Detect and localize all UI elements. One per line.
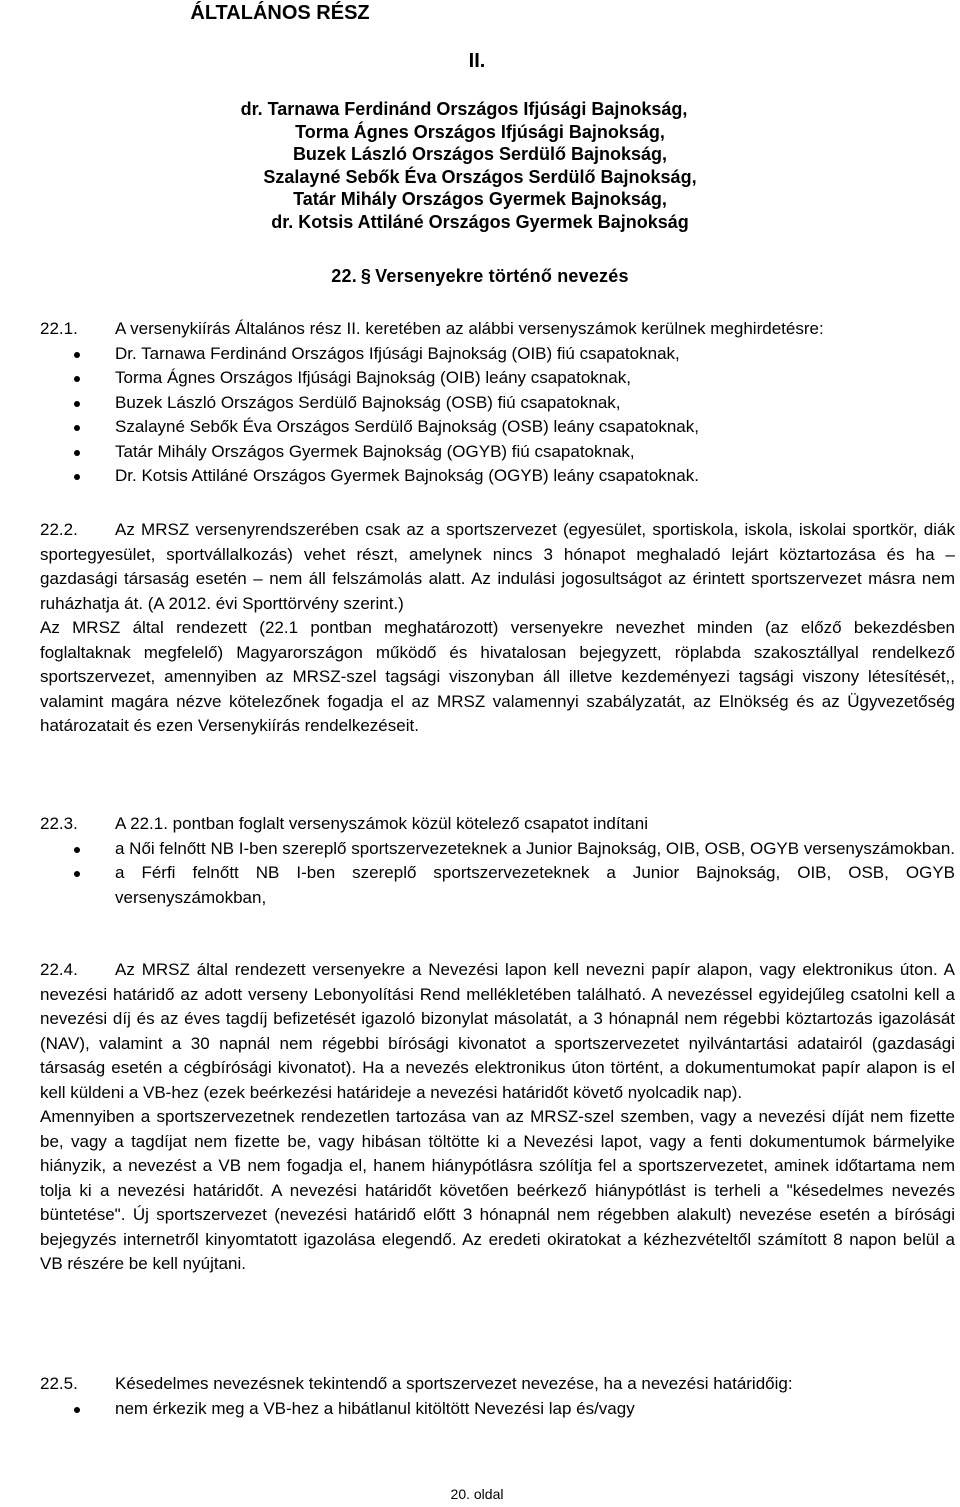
part-title: ÁLTALÁNOS RÉSZ	[190, 2, 370, 24]
paragraph-text: Késedelmes nevezésnek tekintendő a sportszervezet nevezése, ha a nevezési határidőig:	[115, 1374, 793, 1393]
list-item: Szalayné Sebők Éva Országos Serdülő Bajnokság (OSB) leány csapatoknak,	[40, 415, 955, 440]
part-number: II.	[468, 50, 486, 72]
list-item: a Női felnőtt NB I-ben szereplő sportszervezeteknek a Junior Bajnokság, OIB, OSB, OGYB versenyszámokban.	[40, 837, 955, 862]
bullet-list	[40, 837, 955, 911]
championship-line: Tatár Mihály Országos Gyermek Bajnokság,	[293, 189, 667, 209]
paragraph-text: A 22.1. pontban foglalt versenyszámok közül kötelező csapatot indítani	[115, 814, 648, 833]
paragraph-text: Az MRSZ versenyrendszerében csak az a sportszervezet (egyesület, sportiskola, iskola, iskolai sportkör, diák sportegyesület, sportvállalkozás) vehet részt, amelynek nincs 3 hónapot meghaladó lejárt köztartozása és ha – gazdasági társaság esetén – nem áll felszámolás alatt. Az indulási jogosultságot az érintett sportszervezet másra nem ruházhatja át. (A 2012. évi Sporttörvény szerint.)	[40, 520, 955, 613]
paragraph-text: A versenykiírás Általános rész II. keretében az alábbi versenyszámok kerülnek meghirdetésre:	[115, 319, 824, 338]
page-number: 20. oldal	[450, 1486, 504, 1502]
list-item: Torma Ágnes Országos Ifjúsági Bajnokság (OIB) leány csapatoknak,	[40, 366, 955, 391]
paragraph-22-3	[40, 812, 955, 910]
paragraph-number: 22.5.	[40, 1374, 78, 1393]
championship-line: Torma Ágnes Országos Ifjúsági Bajnokság,	[295, 121, 665, 142]
paragraph-text: Amennyiben a sportszervezetnek rendezetlen tartozása van az MRSZ-szel szemben, vagy a nevezési díját nem fizette be, vagy a tagdíjat nem fizette be, vagy hibásan töltötte ki a Nevezési lapot, vagy a fenti dokumentumok bármelyike hiányzik, a nevezést a VB nem fogadja el, hanem hiánypótlásra szólítja fel a sportszervezetet, aminek időtartama nem tolja ki a nevezési határidőt. A nevezési határidőt követően beérkező hiánypótlást is terheli a "késedelmes nevezés büntetése". Új sportszervezet (nevezési határidő előtt 3 hónapnál nem régebben alakult) nevezése esetén a bírósági bejegyzés internetről kinyomtatott igazolása elegendő. Az eredeti okiratokat a kézhezvételtől számított 8 napon belül a VB részére be kell nyújtani.	[40, 1107, 955, 1273]
bullet-list	[40, 342, 955, 489]
list-item: a Férfi felnőtt NB I-ben szereplő sportszervezeteknek a Junior Bajnokság, OIB, OSB, OGYB versenyszámokban,	[40, 861, 955, 910]
section-number: 22.	[331, 266, 357, 286]
paragraph-22-2	[40, 518, 955, 739]
list-item: Buzek László Országos Serdülő Bajnokság (OSB) fiú csapatoknak,	[40, 391, 955, 416]
championship-line: Buzek László Országos Serdülő Bajnokság,	[292, 144, 668, 164]
paragraph-number: 22.1.	[40, 319, 78, 338]
section-title: Versenyekre történő nevezés	[375, 266, 629, 286]
section-sign: §	[360, 266, 372, 286]
paragraph-number: 22.4.	[40, 960, 78, 979]
championship-line: Szalayné Sebők Éva Országos Serdülő Bajnokság,	[263, 166, 697, 187]
championship-line: dr. Tarnawa Ferdinánd Országos Ifjúsági Bajnokság,	[240, 99, 688, 119]
section-heading	[0, 266, 960, 287]
championship-line: dr. Kotsis Attiláné Országos Gyermek Bajnokság	[271, 211, 689, 232]
paragraph-22-4	[40, 958, 955, 1277]
championship-list	[0, 98, 960, 233]
list-item: Dr. Tarnawa Ferdinánd Országos Ifjúsági Bajnokság (OIB) fiú csapatoknak,	[40, 342, 955, 367]
list-item: Tatár Mihály Országos Gyermek Bajnokság (OGYB) fiú csapatoknak,	[40, 440, 955, 465]
paragraph-22-5	[40, 1372, 955, 1421]
bullet-list	[40, 1397, 955, 1422]
paragraph-22-1	[40, 317, 955, 489]
paragraph-number: 22.3.	[40, 814, 78, 833]
paragraph-text: Az MRSZ által rendezett versenyekre a Nevezési lapon kell nevezni papír alapon, vagy elektronikus úton. A nevezési határidő az adott verseny Lebonyolítási Rend mellékletében található. A nevezéssel egyidejűleg csatolni kell a nevezési díj és az éves tagdíj befizetését igazoló bizonylat másolatát, a 3 hónapnál nem régebbi köztartozás igazolását (NAV), valamint a 30 napnál nem régebbi bírósági kivonatot a sportszervezetet nyilvántartási adatairól (gazdasági társaság esetén a cégbírósági kivonatot). Ha a nevezés elektronikus úton történt, a dokumentumokat papír alapon is el kell küldeni a VB-hez (ezek beérkezési határideje a nevezési határidőt követő nyolcadik nap).	[40, 960, 955, 1102]
paragraph-text: Az MRSZ által rendezett (22.1 pontban meghatározott) versenyekre nevezhet minden (az előző bekezdésben foglaltaknak megfelelő) Magyarországon működő és hivatalosan bejegyzett, röplabda szakosztállyal rendelkező sportszervezet, amennyiben az MRSZ-szel tagsági viszonyban áll illetve kezdeményezi tagsági viszony létesítését,, valamint magára nézve kötelezőnek fogadja el az MRSZ valamennyi szabályzatát, az Elnökség és az Ügyvezetőség határozatait és ezen Versenykiírás rendelkezéseit.	[40, 618, 955, 735]
paragraph-number: 22.2.	[40, 520, 78, 539]
list-item: nem érkezik meg a VB-hez a hibátlanul kitöltött Nevezési lap és/vagy	[40, 1397, 955, 1422]
list-item: Dr. Kotsis Attiláné Országos Gyermek Bajnokság (OGYB) leány csapatoknak.	[40, 464, 955, 489]
